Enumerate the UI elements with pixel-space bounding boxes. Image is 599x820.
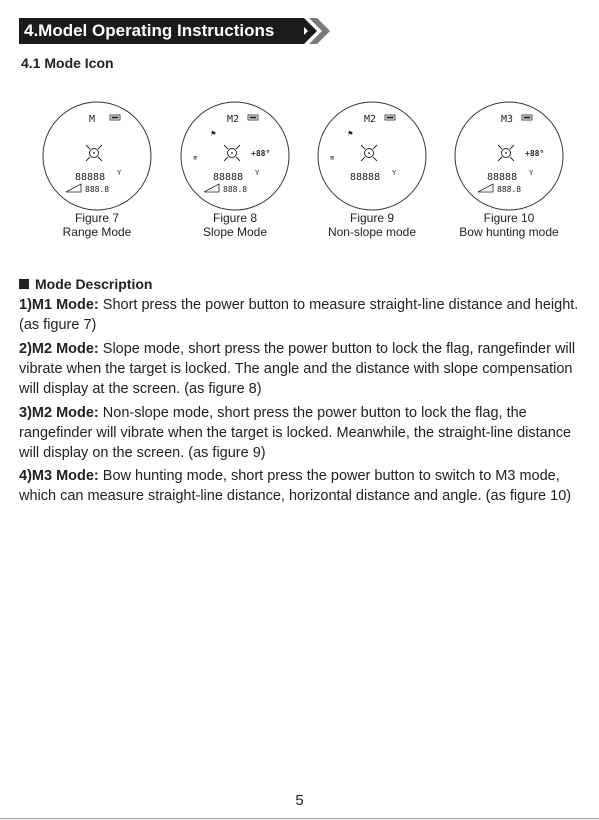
display-diagram-fig9 <box>312 100 432 212</box>
unit-label: Y <box>392 169 397 177</box>
vibrate-icon: ≋ <box>330 154 335 162</box>
vibrate-icon: ≋ <box>193 154 198 162</box>
figure-number: Figure 9 <box>349 211 395 225</box>
mode-text: Non-slope mode, short press the power button to lock the flag, the rangefinder will vibrate when the target is locked. Meanwhile, the straight-line distance will display on the screen. (as figure 9) <box>19 405 572 461</box>
mode-label: 3)M2 Mode: <box>19 405 99 421</box>
display-diagram-fig7 <box>37 100 157 212</box>
secondary-readout: 888.8 <box>223 185 248 194</box>
figure-number: Figure 7 <box>74 211 120 225</box>
mode-label: M2 <box>364 114 377 125</box>
mode-description-title: Mode Description <box>35 276 153 292</box>
unit-label: Y <box>529 169 534 177</box>
square-bullet-icon <box>19 279 29 289</box>
section-header-bar <box>19 18 304 44</box>
mode-label: 4)M3 Mode: <box>19 468 99 484</box>
section-title: 4.Model Operating Instructions <box>24 21 275 40</box>
figure-caption <box>155 211 315 239</box>
mode-text: Slope mode, short press the power button to lock the flag, rangefinder will vibrate when the target is locked. The angle and the distance with slope compensation will display at the screen. (as figure 8) <box>19 341 576 397</box>
figure-caption <box>17 211 177 239</box>
distance-readout: 88888 <box>487 172 518 183</box>
mode-label: M3 <box>501 114 514 125</box>
mode-paragraph-2 <box>19 339 579 399</box>
secondary-readout: 888.8 <box>85 185 110 194</box>
angle-readout: +88° <box>525 149 545 158</box>
figure-caption <box>292 211 452 239</box>
figure-7 <box>37 100 157 245</box>
figure-mode-name: Non-slope mode <box>327 225 417 239</box>
mode-label: 1)M1 Mode: <box>19 297 99 313</box>
figure-10 <box>449 100 569 245</box>
subsection-title: 4.1 Mode Icon <box>21 55 114 71</box>
figure-8 <box>175 100 295 245</box>
figure-mode-name: Bow hunting mode <box>459 225 559 239</box>
mode-text: Bow hunting mode, short press the power button to switch to M3 mode, which can measure straight-line distance, horizontal distance and angle. (as figure 10) <box>19 468 572 504</box>
mode-paragraph-3 <box>19 403 579 463</box>
double-chevron-right-icon <box>295 18 335 44</box>
unit-label: Y <box>117 169 122 177</box>
display-diagram-fig8 <box>175 100 295 212</box>
mode-text: Short press the power button to measure straight-line distance and height. (as figure 7) <box>19 297 579 333</box>
mode-label: 2)M2 Mode: <box>19 341 99 357</box>
unit-label: Y <box>255 169 260 177</box>
display-diagram-fig10 <box>449 100 569 212</box>
figure-number: Figure 8 <box>212 211 258 225</box>
mode-paragraph-1 <box>19 295 579 335</box>
figure-9 <box>312 100 432 245</box>
mode-label: M2 <box>227 114 240 125</box>
figure-number: Figure 10 <box>483 211 535 225</box>
angle-readout: +88° <box>251 149 271 158</box>
page-number: 5 <box>295 792 304 809</box>
bottom-rule <box>0 818 599 819</box>
mode-paragraph-4 <box>19 466 579 506</box>
flag-icon: ⚑ <box>348 129 353 138</box>
distance-readout: 88888 <box>75 172 106 183</box>
secondary-readout: 888.8 <box>497 185 522 194</box>
mode-description-heading <box>19 276 152 292</box>
figure-mode-name: Slope Mode <box>202 225 268 239</box>
distance-readout: 88888 <box>213 172 244 183</box>
figure-mode-name: Range Mode <box>62 225 132 239</box>
distance-readout: 88888 <box>350 172 381 183</box>
mode-label: M <box>89 114 96 125</box>
figure-caption <box>429 211 589 239</box>
flag-icon: ⚑ <box>211 129 216 138</box>
